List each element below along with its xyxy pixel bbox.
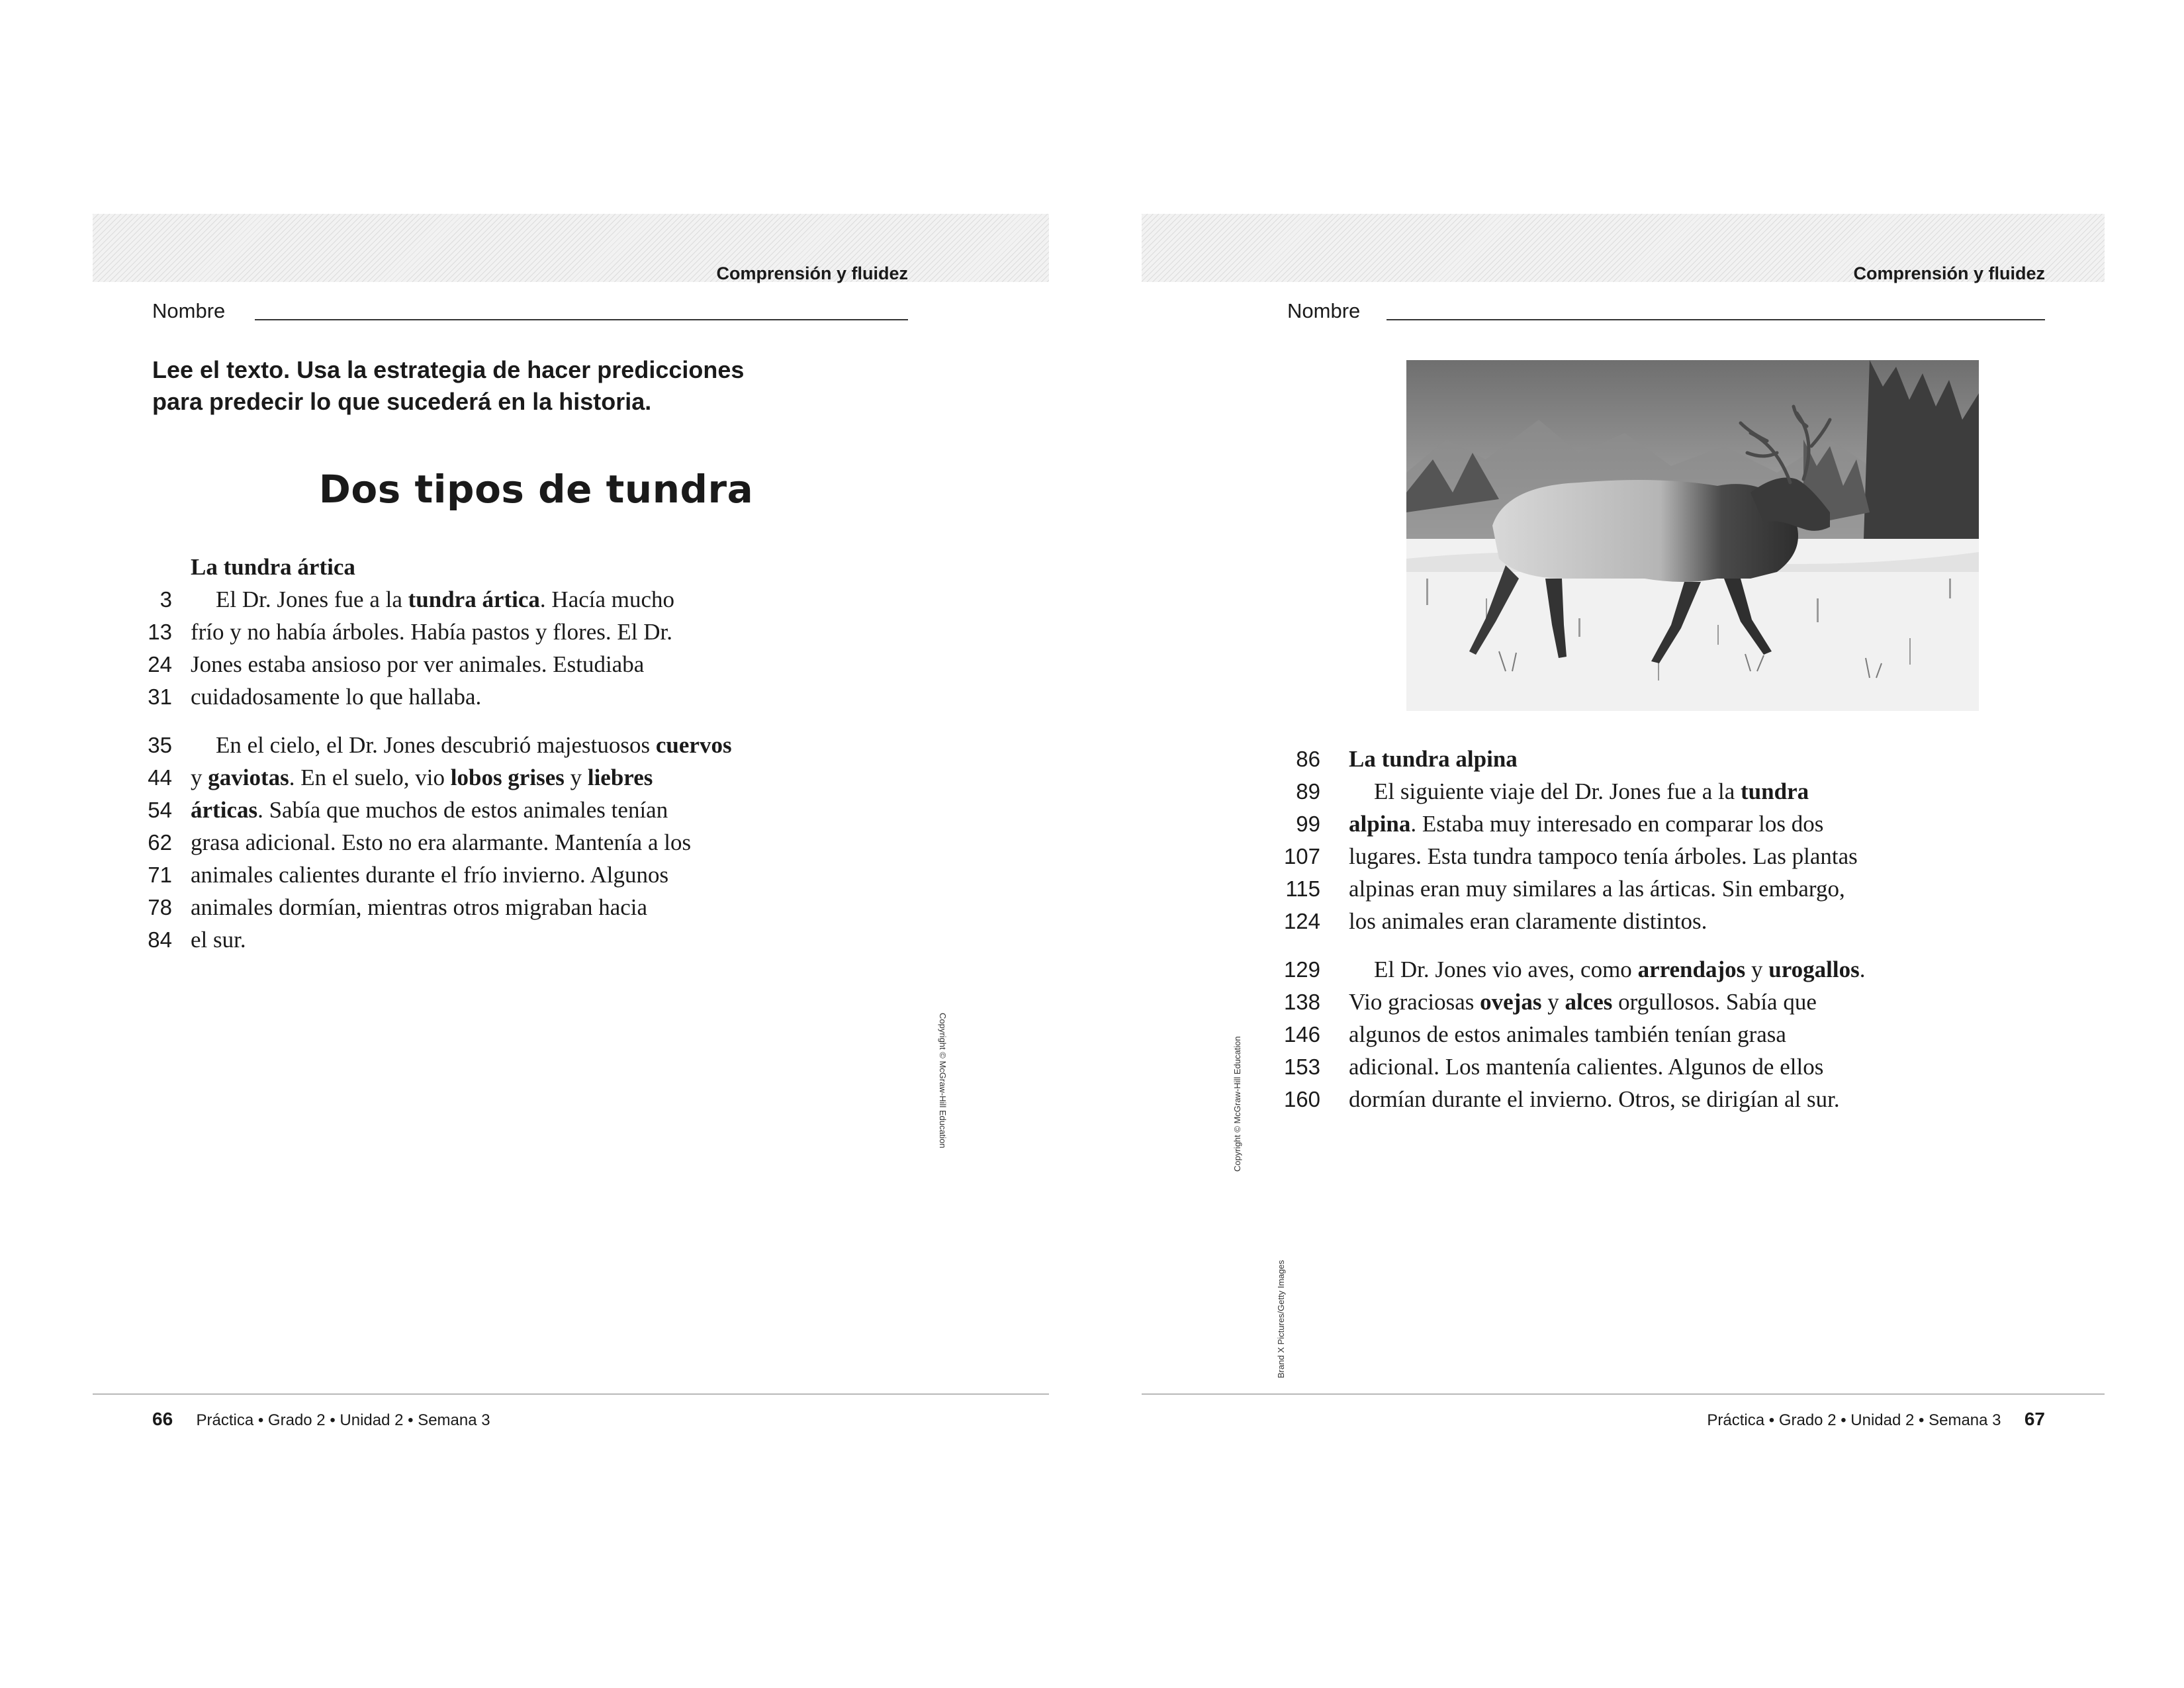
word-count: 35 [148,733,172,757]
text-segment: . Hacía mucho [539,586,675,612]
left-page [0,0,993,1688]
copyright-notice: Copyright © McGraw-Hill Education [1232,1036,1242,1172]
name-label: Nombre [152,299,226,322]
text-line [1281,953,2009,986]
text-segment: alpinas eran muy similares a las árticas. Sin embargo, [1349,876,1845,902]
instructions [152,354,867,418]
word-count: 146 [1283,1022,1320,1047]
text-segment: En el cielo, el Dr. Jones descubrió majestuosos [216,732,656,758]
text-line [1281,1051,2009,1083]
word-count: 124 [1283,909,1320,933]
text-segment: El siguiente viaje del Dr. Jones fue a la [1374,778,1741,804]
text-line [1281,1018,2009,1051]
page-number: 66 [152,1409,173,1429]
text-segment: frío y no había árboles. Había pastos y flores. El Dr. [191,619,673,645]
vocab-word: cuervos [655,732,732,758]
name-field[interactable] [152,299,908,326]
text-segment: Jones estaba ansioso por ver animales. Estudiaba [191,651,645,677]
name-field[interactable] [1287,299,2045,326]
text-line [1281,808,2009,840]
text-segment: cuidadosamente lo que hallaba. [191,684,482,710]
word-count: 89 [1296,779,1320,804]
text-line [139,729,867,761]
photo-credit: Brand X Pictures/Getty Images [1276,1260,1286,1378]
instructions-line: Lee el texto. Usa la estrategia de hacer predicciones [152,356,745,383]
word-count: 3 [159,587,172,612]
word-count: 24 [148,652,172,677]
text-line [139,891,867,923]
text-line [1281,840,2009,872]
elk-photo [1406,360,1979,711]
text-line [1281,905,2009,937]
text-line [1281,1083,2009,1115]
page-number: 67 [2024,1409,2045,1429]
word-count: 99 [1296,812,1320,836]
footer-text: Práctica • Grado 2 • Unidad 2 • Semana 3 [196,1411,490,1429]
text-line [139,583,867,616]
story-title: Dos tipos de tundra [318,467,754,512]
footer-rule [1142,1393,2105,1395]
text-segment: y [564,765,588,790]
subheading: La tundra alpina [1349,746,1518,772]
copyright-notice: Copyright © McGraw-Hill Education [938,1013,948,1149]
text-line [139,761,867,794]
vocab-word: liebres [587,765,653,790]
text-segment: . Sabía que muchos de estos animales tenían [257,797,668,823]
vocab-word: tundra ártica [408,586,540,612]
instructions-line: para predecir lo que sucederá en la historia. [152,388,652,415]
footer [152,1409,490,1430]
word-count: 138 [1283,990,1320,1014]
text-line [1281,775,2009,808]
text-segment: algunos de estos animales también tenían grasa [1349,1021,1786,1047]
vocab-word: árticas [191,797,258,823]
word-count: 160 [1283,1087,1320,1111]
text-line [139,794,867,826]
footer [1681,1409,2045,1430]
text-line [139,648,867,680]
name-label: Nombre [1287,299,1361,322]
vocab-word: urogallos [1768,957,1860,982]
text-segment: los animales eran claramente distintos. [1349,908,1707,934]
passage-arctic [139,551,867,956]
text-segment: . [1859,957,1866,982]
text-segment: y [191,765,208,790]
vocab-word: lobos grises [450,765,565,790]
text-segment: el sur. [191,927,246,953]
subheading: La tundra ártica [191,554,355,580]
elk-illustration [1406,360,1979,711]
vocab-word: arrendajos [1637,957,1746,982]
word-count: 153 [1283,1055,1320,1079]
word-count: 107 [1283,844,1320,868]
name-line [1387,319,2045,320]
word-count: 13 [148,620,172,644]
text-segment: dormían durante el invierno. Otros, se dirigían al sur. [1349,1086,1840,1112]
text-line [1281,872,2009,905]
word-count: 54 [148,798,172,822]
text-segment: . Estaba muy interesado en comparar los dos [1410,811,1824,837]
text-segment: y [1541,989,1565,1015]
section-label: Comprensión y fluidez [716,263,908,283]
word-count: 86 [1296,747,1320,771]
word-count: 31 [148,684,172,709]
text-segment: El Dr. Jones fue a la [216,586,408,612]
text-segment: animales dormían, mientras otros migraban hacia [191,894,648,920]
footer-text: Práctica • Grado 2 • Unidad 2 • Semana 3 [1707,1411,2001,1429]
vocab-word: tundra [1741,778,1809,804]
word-count: 71 [148,863,172,887]
word-count: 115 [1285,876,1320,901]
vocab-word: alpina [1349,811,1411,837]
word-count: 62 [148,830,172,855]
passage-alpine [1281,743,2009,1115]
text-segment: Vio graciosas [1349,989,1480,1015]
word-count: 44 [148,765,172,790]
text-segment: animales calientes durante el frío invierno. Algunos [191,862,669,888]
name-line [255,319,908,320]
vocab-word: gaviotas [208,765,289,790]
text-segment: . En el suelo, vio [289,765,451,790]
text-line [139,616,867,648]
text-segment: grasa adicional. Esto no era alarmante. Mantenía a los [191,829,692,855]
footer-rule [93,1393,1049,1395]
subheading-line [1281,743,2009,775]
text-segment: orgullosos. Sabía que [1612,989,1817,1015]
word-count: 84 [148,927,172,952]
text-segment: y [1745,957,1769,982]
vocab-word: ovejas [1480,989,1542,1015]
text-segment: lugares. Esta tundra tampoco tenía árboles. Las plantas [1349,843,1858,869]
vocab-word: alces [1565,989,1613,1015]
section-label: Comprensión y fluidez [1853,263,2045,283]
text-line [139,680,867,713]
text-line [1281,986,2009,1018]
text-segment: El Dr. Jones vio aves, como [1374,957,1638,982]
text-line [139,859,867,891]
text-line [139,826,867,859]
text-segment: adicional. Los mantenía calientes. Algunos de ellos [1349,1054,1824,1080]
text-line [139,923,867,956]
subheading-line [139,551,867,583]
word-count: 78 [148,895,172,919]
word-count: 129 [1283,957,1320,982]
